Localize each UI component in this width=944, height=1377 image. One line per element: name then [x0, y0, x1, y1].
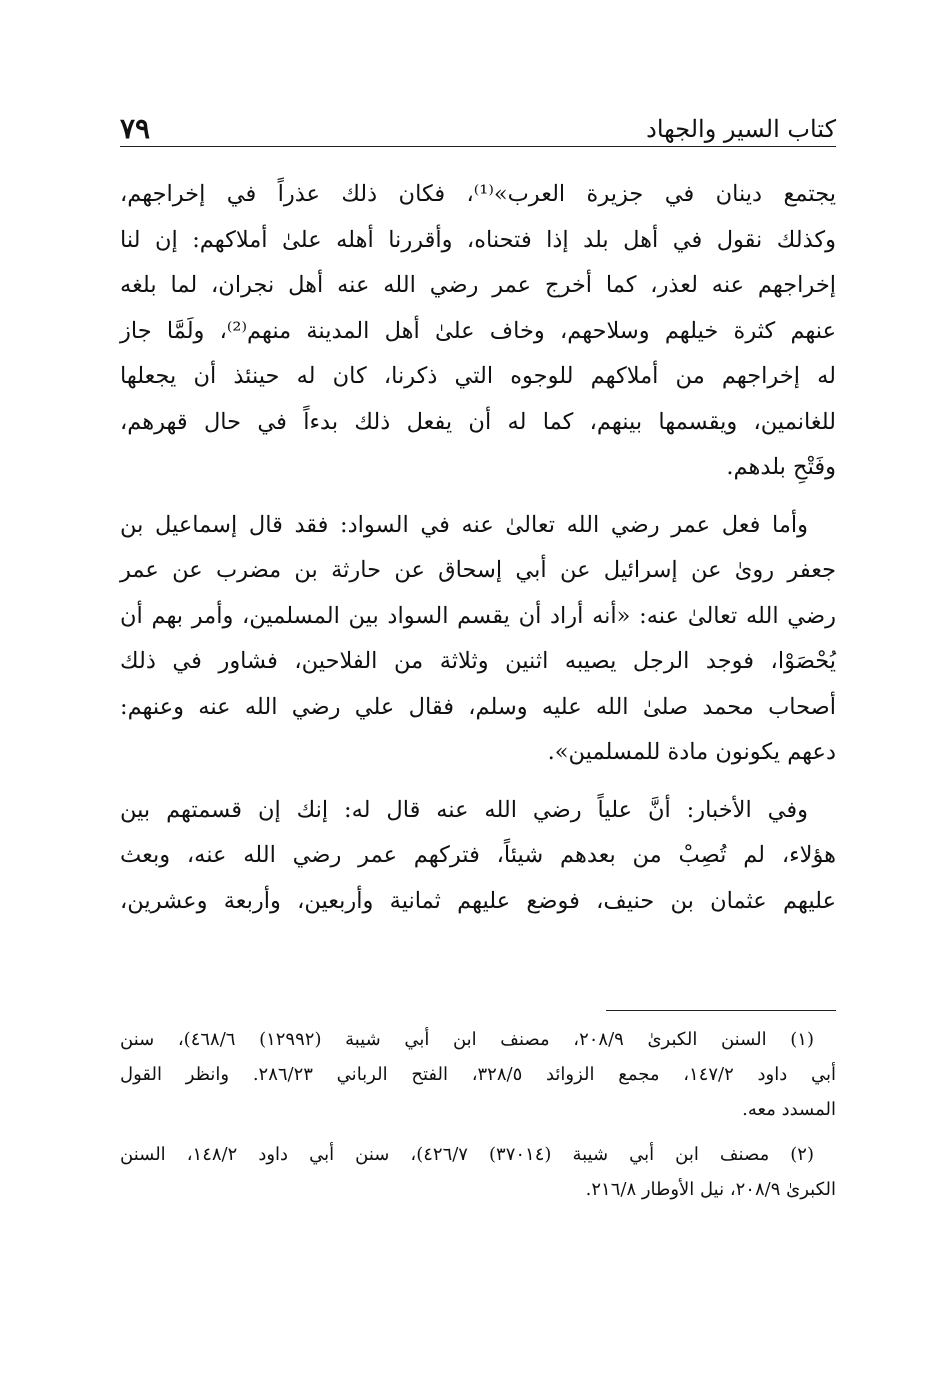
text-line: رضي الله تعالىٰ عنه: «أنه أراد أن يقسم السواد بين المسلمين، وأمر بهم أن — [120, 602, 836, 629]
book-page — [120, 0, 836, 1377]
page-number: ٧٩ — [120, 112, 151, 145]
text-line: هؤلاء، لم تُصِبْ من بعدهم شيئاً، فتركهم عمر رضي الله عنه، وبعث — [120, 842, 836, 868]
text-line: وكذلك نقول في أهل بلد إذا فتحناه، وأقررنا أهله علىٰ أملاكهم: إن لنا — [120, 226, 836, 253]
text-line: وأما فعل عمر رضي الله تعالىٰ عنه في السواد: فقد قال إسماعيل بن — [120, 511, 808, 538]
paragraph — [120, 172, 836, 491]
text-line: يُحْصَوْا، فوجد الرجل يصيبه اثنين وثلاثة من الفلاحين، فشاور في ذلك — [120, 648, 836, 674]
header-rule — [120, 146, 836, 147]
text-line: أصحاب محمد صلىٰ الله عليه وسلم، فقال علي رضي الله عنه وعنهم: — [120, 693, 836, 720]
text-line: إخراجهم عنه لعذر، كما أخرج عمر رضي الله عنه أهل نجران، لما بلغه — [120, 272, 836, 298]
running-header — [120, 100, 836, 144]
footnote-line: (٢) مصنف ابن أبي شيبة (٣٧٠١٤) ٤٢٦/٧)، سنن أبي داود ١٤٨/٢، السنن — [120, 1144, 814, 1165]
footnote-line: المسدد معه. — [742, 1099, 836, 1120]
footnote — [120, 1137, 836, 1207]
text-line: للغانمين، ويقسمها بينهم، كما له أن يفعل ذلك بدءاً في حال قهرهم، — [120, 408, 836, 435]
footnote-line: (١) السنن الكبرىٰ ٢٠٨/٩، مصنف ابن أبي شيبة (١٢٩٩٢) ٤٦٨/٦)، سنن — [120, 1029, 814, 1050]
text-line: وفَتْحِ بلدهم. — [726, 454, 836, 480]
footnote-separator — [606, 1010, 836, 1011]
paragraph — [120, 788, 836, 925]
main-text — [120, 172, 836, 936]
text-line: عليهم عثمان بن حنيف، فوضع عليهم ثمانية وأربعين، وأربعة وعشرين، — [120, 887, 836, 914]
text-line: وفي الأخبار: أنَّ علياً رضي الله عنه قال له: إنك إن قسمتهم بين — [120, 796, 808, 823]
footnote-line: الكبرىٰ ٢٠٨/٩، نيل الأوطار ٢١٦/٨. — [585, 1179, 836, 1200]
footnote-line: أبي داود ١٤٧/٢، مجمع الزوائد ٣٢٨/٥، الفتح الرباني ٢٨٦/٢٣. وانظر القول — [120, 1064, 836, 1085]
paragraph — [120, 503, 836, 776]
text-line: جعفر روىٰ عن إسرائيل عن أبي إسحاق عن حارثة بن مضرب عن عمر — [120, 557, 836, 583]
text-line: يجتمع دينان في جزيرة العرب»⁽¹⁾، فكان ذلك عذراً في إخراجهم، — [120, 181, 837, 207]
text-line: دعهم يكونون مادة للمسلمين». — [547, 739, 836, 765]
footnotes — [120, 1022, 836, 1217]
running-header-title: كتاب السير والجهاد — [646, 115, 836, 143]
text-line: له إخراجهم من أملاكهم للوجوه التي ذكرنا، كان له حينئذ أن يجعلها — [120, 363, 836, 389]
footnote — [120, 1022, 836, 1127]
text-line: عنهم كثرة خيلهم وسلاحهم، وخاف علىٰ أهل المدينة منهم⁽²⁾، ولَمَّا جاز — [120, 317, 837, 344]
